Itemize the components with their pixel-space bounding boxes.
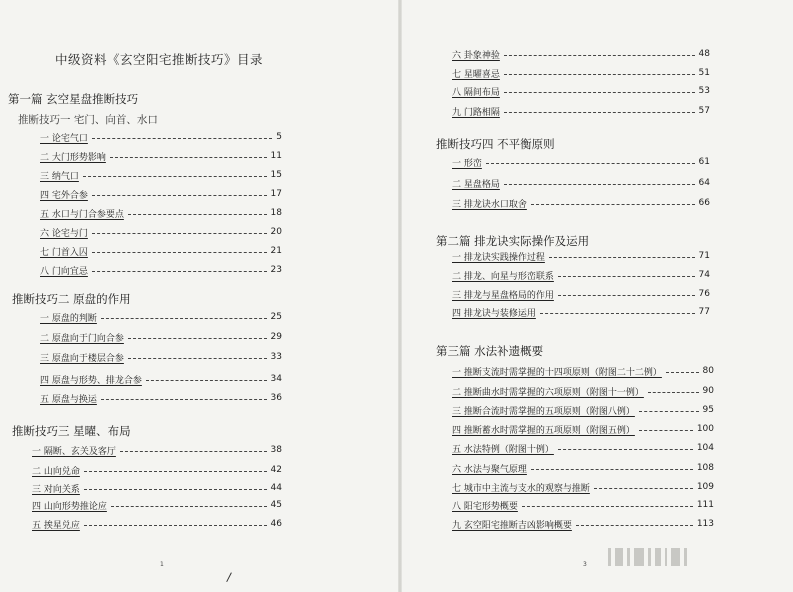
toc-entry-title: 一 隔断、玄关及客厅 bbox=[32, 446, 116, 457]
toc-entry-page: 51 bbox=[698, 68, 710, 78]
toc-entry-page: 80 bbox=[702, 366, 714, 376]
toc-entry bbox=[40, 244, 282, 258]
toc-entry bbox=[40, 330, 282, 344]
dot-leader bbox=[92, 233, 267, 234]
toc-entry-title: 二 排龙、向星与形峦联系 bbox=[452, 271, 554, 282]
dot-leader bbox=[120, 451, 267, 452]
toc-entry-title: 一 推断支流时需掌握的十四项原则（附图二十二例） bbox=[452, 367, 662, 378]
toc-entry bbox=[32, 481, 282, 495]
toc-entry bbox=[40, 130, 282, 144]
toc-entry-page: 33 bbox=[270, 352, 282, 362]
toc-entry-title: 二 推断曲水时需掌握的六项原则（附图十一例） bbox=[452, 387, 644, 398]
toc-entry-title: 四 山向形势推论应 bbox=[32, 501, 107, 512]
dot-leader bbox=[504, 74, 695, 75]
toc-entry-page: 109 bbox=[696, 482, 714, 492]
toc-entry-title: 五 水法特例（附图十例） bbox=[452, 444, 554, 455]
toc-entry bbox=[40, 372, 282, 386]
toc-entry-page: 76 bbox=[698, 289, 710, 299]
toc-entry-page: 57 bbox=[698, 106, 710, 116]
dot-leader bbox=[666, 372, 699, 373]
toc-entry-title: 二 星盘格局 bbox=[452, 179, 500, 190]
toc-entry-page: 44 bbox=[270, 483, 282, 493]
dot-leader bbox=[84, 471, 267, 472]
toc-entry bbox=[452, 517, 714, 531]
dot-leader bbox=[92, 138, 272, 139]
toc-entry-title: 六 卦象神验 bbox=[452, 50, 500, 61]
toc-entry-title: 二 大门形势影响 bbox=[40, 152, 106, 163]
toc-entry-title: 八 阳宅形势概要 bbox=[452, 501, 518, 512]
toc-entry bbox=[40, 310, 282, 324]
section-heading: 推断技巧四 不平衡原则 bbox=[436, 137, 555, 151]
toc-entry bbox=[40, 391, 282, 405]
section-heading: 推断技巧二 原盘的作用 bbox=[12, 292, 131, 306]
toc-entry bbox=[452, 364, 714, 378]
toc-entry-page: 108 bbox=[696, 463, 714, 473]
dot-leader bbox=[504, 112, 695, 113]
toc-entry bbox=[452, 305, 710, 319]
dot-leader bbox=[522, 506, 693, 507]
dot-leader bbox=[92, 195, 267, 196]
toc-entry bbox=[32, 517, 282, 531]
toc-entry-page: 48 bbox=[698, 49, 710, 59]
toc-entry-title: 四 宅外合参 bbox=[40, 190, 88, 201]
toc-entry-title: 六 水法与聚气原理 bbox=[452, 464, 527, 475]
section-heading: 第三篇 水法补遗概要 bbox=[436, 344, 544, 358]
toc-entry-page: 64 bbox=[698, 178, 710, 188]
dot-leader bbox=[110, 157, 267, 158]
toc-entry bbox=[32, 463, 282, 477]
dot-leader bbox=[146, 380, 267, 381]
pen-mark: / bbox=[225, 569, 233, 585]
toc-entry bbox=[452, 196, 710, 210]
toc-entry-page: 38 bbox=[270, 445, 282, 455]
toc-entry bbox=[452, 480, 714, 494]
section-subheading: 推断技巧一 宅门、向首、水口 bbox=[18, 114, 158, 126]
dot-leader bbox=[531, 469, 693, 470]
toc-entry-title: 一 排龙诀实践操作过程 bbox=[452, 252, 545, 263]
dot-leader bbox=[128, 358, 267, 359]
toc-entry-title: 一 形峦 bbox=[452, 158, 482, 169]
toc-entry-page: 104 bbox=[696, 443, 714, 453]
toc-entry-title: 三 原盘向于楼层合参 bbox=[40, 353, 124, 364]
toc-entry-title: 五 水口与门合参要点 bbox=[40, 209, 124, 220]
toc-entry-title: 四 原盘与形势、排龙合参 bbox=[40, 375, 142, 386]
toc-entry-page: 15 bbox=[270, 170, 282, 180]
toc-entry-page: 111 bbox=[696, 500, 714, 510]
toc-entry-page: 95 bbox=[702, 405, 714, 415]
dot-leader bbox=[648, 392, 699, 393]
dot-leader bbox=[504, 55, 695, 56]
toc-entry-page: 25 bbox=[270, 312, 282, 322]
dot-leader bbox=[486, 163, 695, 164]
section-heading: 推断技巧三 星曜、布局 bbox=[12, 424, 131, 438]
toc-entry-title: 七 门首入囚 bbox=[40, 247, 88, 258]
toc-entry bbox=[452, 249, 710, 263]
toc-entry-page: 90 bbox=[702, 386, 714, 396]
toc-entry-title: 一 论宅气口 bbox=[40, 133, 88, 144]
toc-entry-page: 36 bbox=[270, 393, 282, 403]
toc-entry-page: 100 bbox=[696, 424, 714, 434]
dot-leader bbox=[531, 204, 695, 205]
toc-entry-title: 七 城市中主流与支水的观察与推断 bbox=[452, 483, 590, 494]
dot-leader bbox=[84, 489, 267, 490]
toc-entry bbox=[452, 441, 714, 455]
dot-leader bbox=[84, 525, 267, 526]
dot-leader bbox=[639, 411, 699, 412]
dot-leader bbox=[92, 252, 267, 253]
toc-entry-page: 11 bbox=[270, 151, 282, 161]
toc-entry bbox=[40, 187, 282, 201]
toc-entry-title: 五 原盘与换运 bbox=[40, 394, 97, 405]
toc-entry bbox=[40, 149, 282, 163]
toc-entry-page: 74 bbox=[698, 270, 710, 280]
toc-entry-page: 18 bbox=[270, 208, 282, 218]
dot-leader bbox=[111, 506, 267, 507]
toc-entry bbox=[40, 350, 282, 364]
toc-entry-title: 四 推断蓄水时需掌握的五项原则（附图五例） bbox=[452, 425, 635, 436]
dot-leader bbox=[504, 184, 695, 185]
toc-entry bbox=[452, 155, 710, 169]
toc-entry-page: 53 bbox=[698, 86, 710, 96]
toc-entry bbox=[452, 403, 714, 417]
toc-entry-page: 42 bbox=[270, 465, 282, 475]
section-heading: 第一篇 玄空星盘推断技巧 bbox=[8, 92, 139, 106]
toc-entry bbox=[452, 66, 710, 80]
dot-leader bbox=[549, 257, 695, 258]
dot-leader bbox=[504, 92, 695, 93]
dot-leader bbox=[558, 295, 695, 296]
toc-entry-page: 21 bbox=[270, 246, 282, 256]
toc-entry-page: 17 bbox=[270, 189, 282, 199]
toc-entry-title: 八 隔间布局 bbox=[452, 87, 500, 98]
toc-entry-page: 71 bbox=[698, 251, 710, 261]
dot-leader bbox=[576, 525, 693, 526]
toc-entry-title: 一 原盘的判断 bbox=[40, 313, 97, 324]
toc-entry-page: 113 bbox=[696, 519, 714, 529]
toc-entry-title: 三 对向关系 bbox=[32, 484, 80, 495]
page-number: 1 bbox=[160, 561, 164, 568]
toc-entry bbox=[32, 443, 282, 457]
dot-leader bbox=[83, 176, 267, 177]
toc-entry-title: 三 排龙诀水口取舍 bbox=[452, 199, 527, 210]
toc-entry bbox=[452, 84, 710, 98]
toc-entry-page: 46 bbox=[270, 519, 282, 529]
toc-entry-title: 九 门路相隔 bbox=[452, 107, 500, 118]
toc-entry-page: 5 bbox=[276, 132, 282, 142]
page-number: 3 bbox=[583, 561, 587, 568]
toc-entry-page: 34 bbox=[270, 374, 282, 384]
toc-entry-title: 三 排龙与星盘格局的作用 bbox=[452, 290, 554, 301]
right-page bbox=[400, 0, 793, 592]
dot-leader bbox=[558, 449, 693, 450]
dot-leader bbox=[101, 318, 267, 319]
toc-entry bbox=[452, 268, 710, 282]
toc-entry bbox=[40, 168, 282, 182]
dot-leader bbox=[540, 313, 695, 314]
toc-entry-page: 23 bbox=[270, 265, 282, 275]
dot-leader bbox=[101, 399, 267, 400]
section-heading: 第二篇 排龙诀实际操作及运用 bbox=[436, 234, 590, 248]
dot-leader bbox=[92, 271, 267, 272]
dot-leader bbox=[639, 430, 693, 431]
toc-entry-title: 五 挨星兑应 bbox=[32, 520, 80, 531]
toc-entry bbox=[452, 47, 710, 61]
dot-leader bbox=[128, 214, 267, 215]
dot-leader bbox=[558, 276, 695, 277]
toc-entry-title: 九 玄空阳宅推断吉凶影响概要 bbox=[452, 520, 572, 531]
toc-entry-page: 66 bbox=[698, 198, 710, 208]
toc-entry-title: 三 推断合流时需掌握的五项原则（附图八例） bbox=[452, 406, 635, 417]
toc-entry-title: 二 山向兑命 bbox=[32, 466, 80, 477]
toc-entry-title: 七 星曜喜忌 bbox=[452, 69, 500, 80]
dot-leader bbox=[128, 338, 267, 339]
toc-entry-page: 20 bbox=[270, 227, 282, 237]
toc-entry bbox=[452, 498, 714, 512]
toc-entry bbox=[40, 206, 282, 220]
toc-entry-page: 29 bbox=[270, 332, 282, 342]
toc-entry-page: 45 bbox=[270, 500, 282, 510]
toc-entry-title: 六 论宅与门 bbox=[40, 228, 88, 239]
toc-entry bbox=[452, 176, 710, 190]
toc-entry-title: 八 门向宜忌 bbox=[40, 266, 88, 277]
document-title: 中级资料《玄空阳宅推断技巧》目录 bbox=[55, 52, 264, 67]
toc-entry bbox=[452, 104, 710, 118]
toc-entry bbox=[452, 422, 714, 436]
toc-entry bbox=[452, 461, 714, 475]
toc-entry bbox=[452, 384, 714, 398]
toc-entry bbox=[452, 287, 710, 301]
toc-entry-title: 三 纳气口 bbox=[40, 171, 79, 182]
toc-entry bbox=[32, 498, 282, 512]
toc-entry bbox=[40, 263, 282, 277]
toc-entry-page: 77 bbox=[698, 307, 710, 317]
scan-artifact bbox=[608, 548, 687, 566]
toc-entry-title: 二 原盘向于门向合参 bbox=[40, 333, 124, 344]
toc-entry bbox=[40, 225, 282, 239]
dot-leader bbox=[594, 488, 693, 489]
toc-entry-page: 61 bbox=[698, 157, 710, 167]
toc-entry-title: 四 排龙诀与装修运用 bbox=[452, 308, 536, 319]
